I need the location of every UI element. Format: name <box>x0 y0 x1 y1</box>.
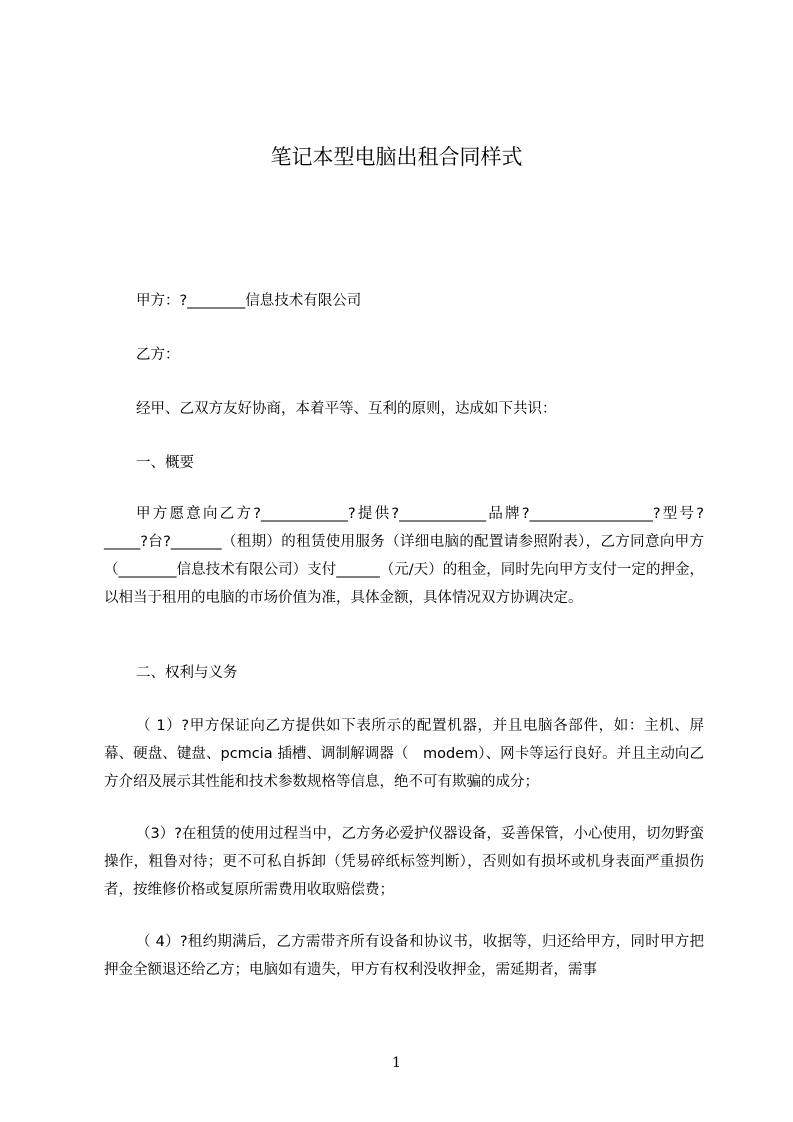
section-1-body: 甲方愿意向乙方?____________?提供?____________品牌?_________________?型号?_____?台?_______（租期）的租赁使用服务（详细电脑的配置请参照附表），乙方同意向甲方（________信息技术有限公司）支付______（元/天）的租金，同时先向甲方支付一定的押金，以相当于租用的电脑的市场价值为准，具体金额，具体情况双方协调决定。 <box>104 506 704 606</box>
clause-1: （ 1）?甲方保证向乙方提供如下表所示的配置机器，并且电脑各部件，如：主机、屏幕、硬盘、键盘、pcmcia 插槽、调制解调器（ modem）、网卡等运行良好。并且主动向乙方介绍及展示其性能和技术参数规格等信息，绝不可有欺骗的成分； <box>104 718 704 790</box>
document-title: 笔记本型电脑出租合同样式 <box>270 145 523 169</box>
party-b-line: 乙方： <box>136 347 180 363</box>
party-a-line: 甲方：?________信息技术有限公司 <box>136 293 362 309</box>
intro-paragraph: 经甲、乙双方友好协商，本着平等、互利的原则，达成如下共识： <box>136 401 557 417</box>
clause-4: （ 4）?租约期满后，乙方需带齐所有设备和协议书，收据等，归还给甲方，同时甲方把押金全额退还给乙方；电脑如有遗失，甲方有权利没收押金，需延期者，需事 <box>104 934 704 978</box>
section-2-heading: 二、权利与义务 <box>136 665 238 681</box>
page-number: 1 <box>392 1055 401 1071</box>
section-1-heading: 一、概要 <box>136 455 194 471</box>
clause-3: （3）?在租赁的使用过程当中，乙方务必爱护仪器设备，妥善保管，小心使用，切勿野蛮操作，粗鲁对待；更不可私自拆卸（凭易碎纸标签判断），否则如有损坏或机身表面严重损伤者，按维修价格或复原所需费用收取赔偿费； <box>104 826 704 898</box>
